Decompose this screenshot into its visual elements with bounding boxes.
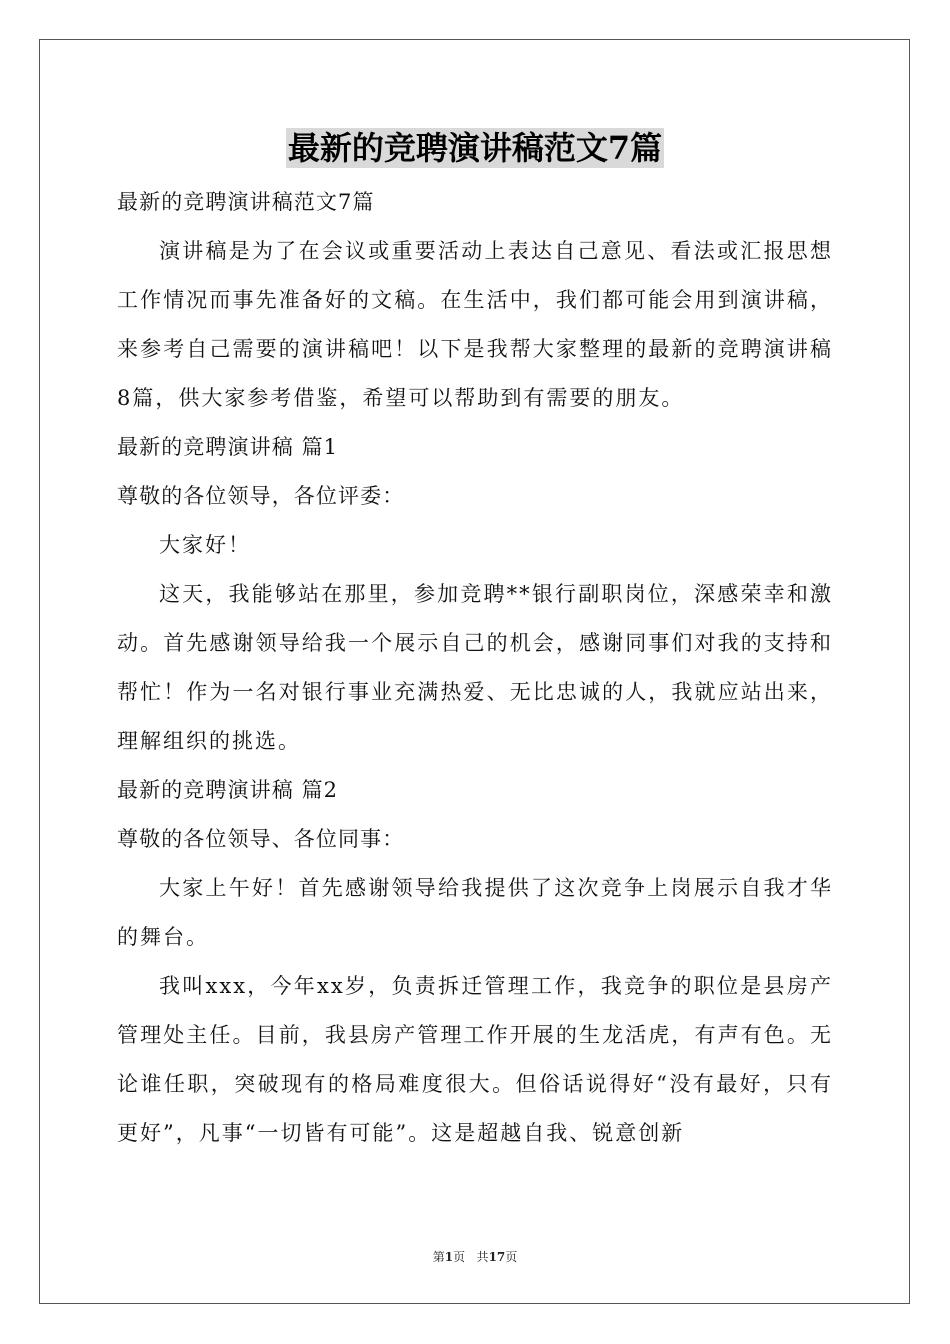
section-2-salutation: 尊敬的各位领导、各位同事：	[117, 827, 405, 851]
document-subtitle: 最新的竞聘演讲稿范文7篇	[117, 190, 375, 214]
section-2-greeting: 大家上午好！首先感谢领导给我提供了这次竞争上岗展示自我才华的舞台。	[117, 876, 833, 949]
page-footer	[0, 1248, 950, 1265]
section-2-heading: 最新的竞聘演讲稿 篇2	[117, 778, 339, 802]
section-1-body: 这天，我能够站在那里，参加竞聘**银行副职岗位，深感荣幸和激动。首先感谢领导给我一个展示自己的机会，感谢同事们对我的支持和帮忙！作为一名对银行事业充满热爱、无比忠诚的人，我就应站出来，理解组织的挑选。	[117, 582, 833, 753]
footer-page-number: 1	[444, 1250, 454, 1264]
intro-paragraph: 演讲稿是为了在会议或重要活动上表达自己意见、看法或汇报思想工作情况而事先准备好的文稿。在生活中，我们都可能会用到演讲稿，来参考自己需要的演讲稿吧！以下是我帮大家整理的最新的竞聘演讲稿8篇，供大家参考借鉴，希望可以帮助到有需要的朋友。	[117, 239, 833, 410]
footer-page-suffix: 页	[453, 1250, 466, 1264]
footer-total-pages: 17	[488, 1250, 506, 1264]
title-area	[0, 128, 950, 168]
section-1-heading: 最新的竞聘演讲稿 篇1	[117, 435, 339, 459]
footer-total-prefix: 共	[476, 1250, 489, 1264]
section-1-salutation: 尊敬的各位领导，各位评委：	[117, 484, 405, 508]
section-1-greeting: 大家好！	[159, 533, 251, 557]
section-2-body: 我叫xxx，今年xx岁，负责拆迁管理工作，我竞争的职位是县房产管理处主任。目前，我县房产管理工作开展的生龙活虎，有声有色。无论谁任职，突破现有的格局难度很大。但俗话说得好“没有最好，只有更好”，凡事“一切皆有可能”。这是超越自我、锐意创新	[117, 974, 833, 1145]
document-title: 最新的竞聘演讲稿范文7篇	[287, 129, 663, 167]
document-body	[117, 178, 833, 1158]
footer-prefix: 第	[432, 1250, 445, 1264]
footer-total-suffix: 页	[505, 1250, 518, 1264]
